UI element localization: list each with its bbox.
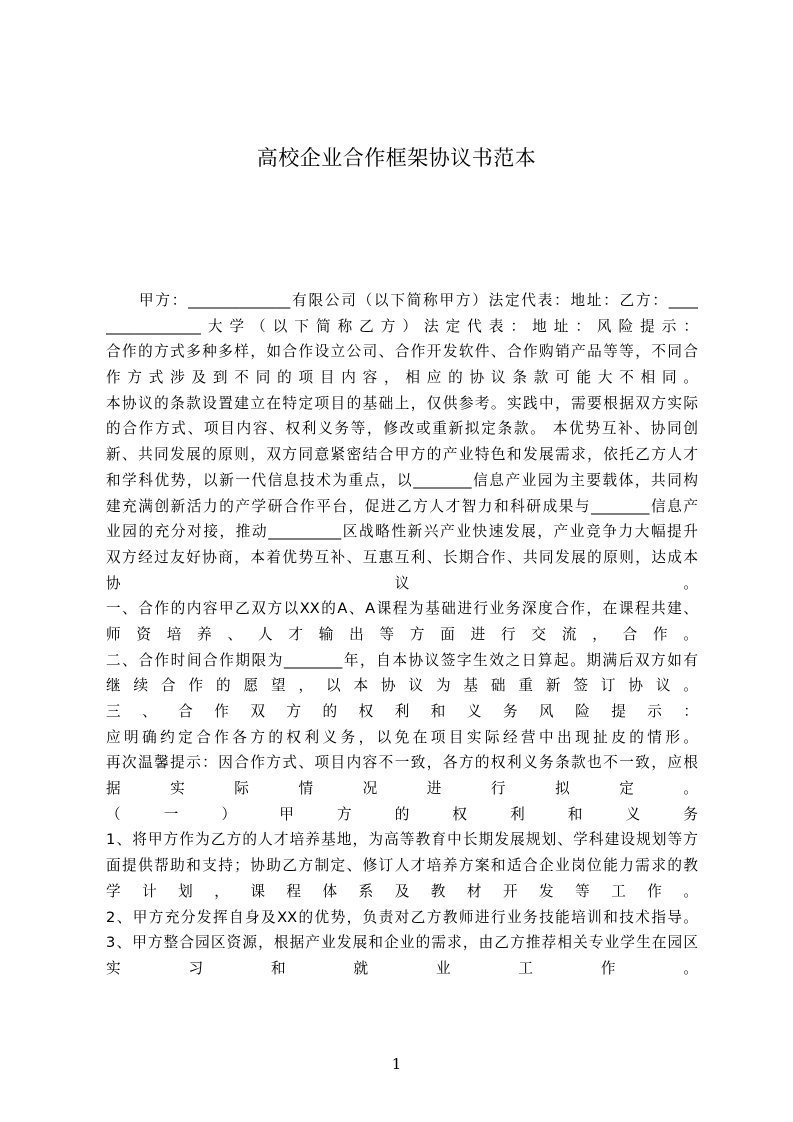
text-line: 学计划，课程体系及教材开发等工作。 [106,882,698,900]
text-line: 继续合作的愿望，以本协议为基础重新签订协议。 [106,677,698,695]
text-line: 和学科优势，以新一代信息技术为重点，以________信息产业园为主要载体，共同构 [106,471,698,489]
text-line: 3、甲方整合园区资源，根据产业发展和企业的需求，由乙方推荐相关专业学生在园区 [106,934,698,952]
text-line: 协议。 [106,574,698,592]
text-line: 作方式涉及到不同的项目内容，相应的协议条款可能大不相同。 [106,369,698,387]
text-line: 师资培养、人才输出等方面进行交流，合作。 [106,625,698,643]
text-line: 业园的充分对接，推动__________区战略性新兴产业快速发展，产业竞争力大幅提升 [106,523,698,541]
text-line: 甲方：______________有限公司（以下简称甲方）法定代表：地址：乙方：____ [139,292,698,309]
text-line: 的合作方式、项目内容、权利义务等，修改或重新拟定条款。 本优势互补、协同创 [106,420,698,438]
text-line: 2、甲方充分发挥自身及XX的优势，负责对乙方教师进行业务技能培训和技术指导。 [106,908,698,926]
document-title: 高校企业合作框架协议书范本 [256,146,537,170]
text-line: 据实际情况进行拟定。 [106,780,698,798]
text-line: _____________大学（以下简称乙方）法定代表：地址：风险提示： [106,317,698,335]
text-line: 面提供帮助和支持；协助乙方制定、修订人才培养方案和适合企业岗位能力需求的教 [106,857,698,875]
document-body [106,288,698,982]
text-line: 双方经过友好协商，本着优势互补、互惠互利、长期合作、共同发展的原则，达成本 [106,548,698,566]
text-line: （一）甲方的权利和义务 [106,805,698,823]
text-line: 本协议的条款设置建立在特定项目的基础上，仅供参考。实践中，需要根据双方实际 [106,394,698,412]
text-line: 再次温馨提示：因合作方式、项目内容不一致，各方的权利义务条款也不一致，应根 [106,754,698,772]
text-line: 一、合作的内容甲乙双方以XX的A、A课程为基础进行业务深度合作，在课程共建、 [106,600,698,618]
page-number: 1 [391,1055,402,1073]
text-line: 合作的方式多种多样，如合作设立公司、合作开发软件、合作购销产品等等，不同合 [106,343,698,361]
text-line: 应明确约定合作各方的权利义务，以免在项目实际经营中出现扯皮的情形。 [106,728,698,746]
text-line: 建充满创新活力的产学研合作平台，促进乙方人才智力和科研成果与________信息产 [106,497,698,515]
text-line: 三、合作双方的权利和义务风险提示： [106,703,698,720]
text-line: 1、将甲方作为乙方的人才培养基地，为高等教育中长期发展规划、学科建设规划等方 [106,831,698,849]
text-line: 二、合作时间合作期限为________年，自本协议签字生效之日算起。期满后双方如有 [106,651,698,669]
text-line: 实习和就业工作。 [106,959,698,977]
text-line: 新、共同发展的原则，双方同意紧密结合甲方的产业特色和发展需求，依托乙方人才 [106,446,698,464]
